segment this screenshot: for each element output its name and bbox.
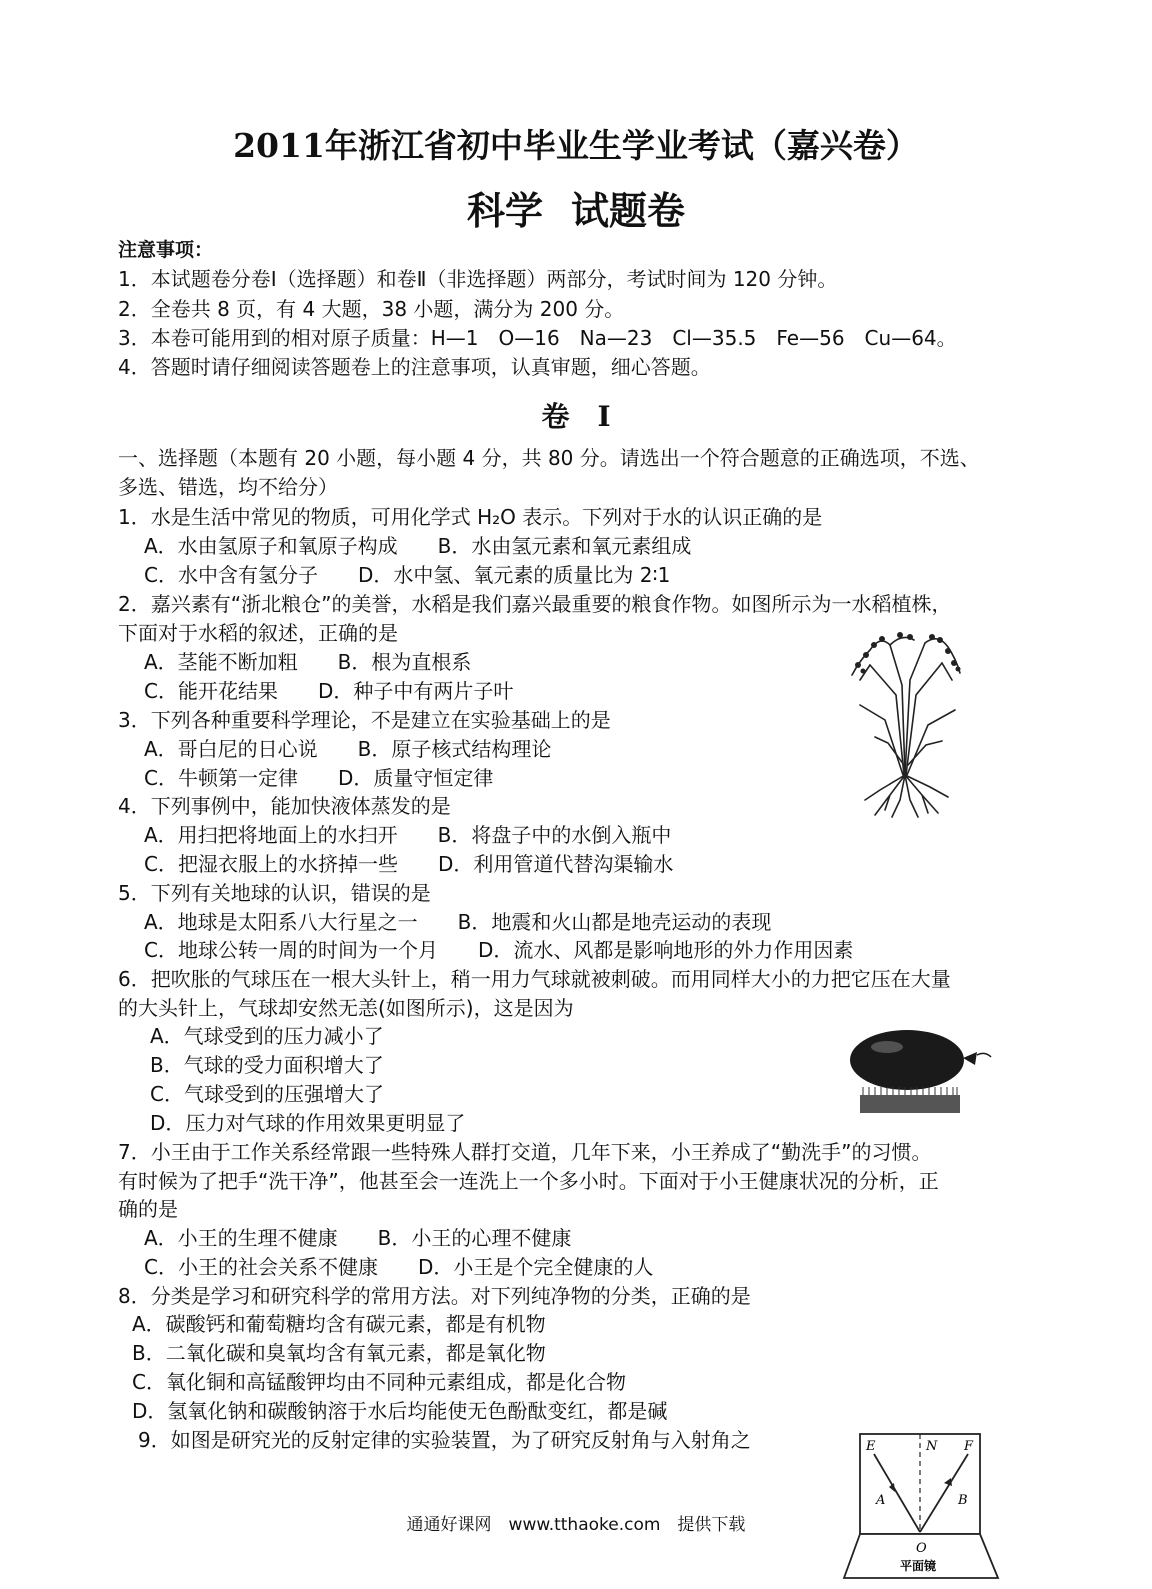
- rice-plant-figure: [830, 625, 980, 820]
- question-option: A．水由氢原子和氧原子构成 B．水由氢元素和氧元素组成: [144, 534, 692, 558]
- question-stem: 6．把吹胀的气球压在一根大头针上，稍一用力气球就被刺破。而用同样大小的力把它压在大量: [118, 967, 951, 991]
- note-item: 1．本试题卷分卷Ⅰ（选择题）和卷Ⅱ（非选择题）两部分，考试时间为 120 分钟。: [118, 267, 838, 291]
- question-option: A．气球受到的压力减小了: [150, 1024, 384, 1048]
- label-n: N: [926, 1439, 938, 1454]
- question-option: A．碳酸钙和葡萄糖均含有碳元素，都是有机物: [132, 1312, 546, 1336]
- question-option: C．气球受到的压强增大了: [150, 1082, 384, 1106]
- question-option: A．地球是太阳系八大行星之一 B．地震和火山都是地壳运动的表现: [144, 910, 772, 934]
- question-stem: 4．下列事例中，能加快液体蒸发的是: [118, 794, 451, 818]
- question-stem: 3．下列各种重要科学理论，不是建立在实验基础上的是: [118, 708, 611, 732]
- note-item: 3．本卷可能用到的相对原子质量：H—1 O—16 Na—23 Cl—35.5 Fe—56 Cu—64。: [118, 326, 957, 350]
- question-stem: 5．下列有关地球的认识，错误的是: [118, 881, 431, 905]
- exam-subtitle: [0, 180, 1152, 235]
- question-option: C．把湿衣服上的水挤掉一些 D．利用管道代替沟渠输水: [144, 852, 674, 876]
- question-option: C．地球公转一周的时间为一个月 D．流水、风都是影响地形的外力作用因素: [144, 938, 854, 962]
- light-reflection-figure: [838, 1428, 1008, 1589]
- label-mirror: 平面镜: [900, 1559, 937, 1573]
- question-stem: 确的是: [118, 1197, 178, 1221]
- question-stem: 2．嘉兴素有“浙北粮仓”的美誉，水稻是我们嘉兴最重要的粮食作物。如图所示为一水稻植株，: [118, 592, 952, 616]
- question-option: A．哥白尼的日心说 B．原子核式结构理论: [144, 737, 552, 761]
- section-instruction: 多选、错选，均不给分）: [118, 475, 338, 499]
- question-option: A．用扫把将地面上的水扫开 B．将盘子中的水倒入瓶中: [144, 823, 672, 847]
- volume-char: 卷: [541, 400, 570, 433]
- page-footer: 通通好课网 www.tthaoke.com 提供下载: [406, 1515, 746, 1535]
- balloon-on-pins-figure: [845, 1025, 995, 1117]
- question-option: A．茎能不断加粗 B．根为直根系: [144, 650, 472, 674]
- question-option: D．氢氧化钠和碳酸钠溶于水后均能使无色酚酞变红，都是碱: [132, 1399, 668, 1423]
- label-b: B: [958, 1493, 968, 1508]
- question-option: C．能开花结果 D．种子中有两片子叶: [144, 679, 514, 703]
- question-stem: 9．如图是研究光的反射定律的实验装置，为了研究反射角与入射角之: [138, 1428, 751, 1452]
- exam-title: 2011年浙江省初中毕业生学业考试（嘉兴卷）: [233, 126, 919, 165]
- label-a: A: [876, 1493, 886, 1508]
- note-item: 4．答题时请仔细阅读答题卷上的注意事项，认真审题，细心答题。: [118, 355, 711, 379]
- question-option: A．小王的生理不健康 B．小王的心理不健康: [144, 1226, 572, 1250]
- question-stem: 8．分类是学习和研究科学的常用方法。对下列纯净物的分类，正确的是: [118, 1284, 751, 1308]
- label-e: E: [866, 1439, 876, 1454]
- paper-label: 试题卷: [571, 189, 686, 233]
- question-option: C．氧化铜和高锰酸钾均由不同种元素组成，都是化合物: [132, 1370, 626, 1394]
- question-stem: 7．小王由于工作关系经常跟一些特殊人群打交道，几年下来，小王养成了“勤洗手”的习惯。: [118, 1140, 932, 1164]
- section-instruction: 一、选择题（本题有 20 小题，每小题 4 分，共 80 分。请选出一个符合题意的正确选项，不选、: [118, 446, 980, 470]
- notes-heading: 注意事项：: [118, 239, 214, 261]
- label-o: O: [916, 1541, 927, 1556]
- volume-heading: [0, 395, 1152, 435]
- question-stem: 下面对于水稻的叙述，正确的是: [118, 621, 398, 645]
- question-stem: 的大头针上，气球却安然无恙(如图所示)，这是因为: [118, 996, 574, 1020]
- note-item: 2．全卷共 8 页，有 4 大题，38 小题，满分为 200 分。: [118, 297, 625, 321]
- question-option: C．小王的社会关系不健康 D．小王是个完全健康的人: [144, 1255, 654, 1279]
- question-option: B．气球的受力面积增大了: [150, 1053, 384, 1077]
- question-option: D．压力对气球的作用效果更明显了: [150, 1111, 466, 1135]
- label-f: F: [964, 1439, 974, 1454]
- question-stem: 1．水是生活中常见的物质，可用化学式 H₂O 表示。下列对于水的认识正确的是: [118, 505, 823, 529]
- volume-number: I: [597, 400, 611, 433]
- question-option: B．二氧化碳和臭氧均含有氧元素，都是氧化物: [132, 1341, 546, 1365]
- question-option: C．牛顿第一定律 D．质量守恒定律: [144, 766, 494, 790]
- question-stem: 有时候为了把手“洗干净”，他甚至会一连洗上一个多小时。下面对于小王健康状况的分析，正: [118, 1169, 939, 1193]
- question-option: C．水中含有氢分子 D．水中氢、氧元素的质量比为 2∶1: [144, 563, 671, 587]
- subject-label: 科学: [466, 189, 543, 233]
